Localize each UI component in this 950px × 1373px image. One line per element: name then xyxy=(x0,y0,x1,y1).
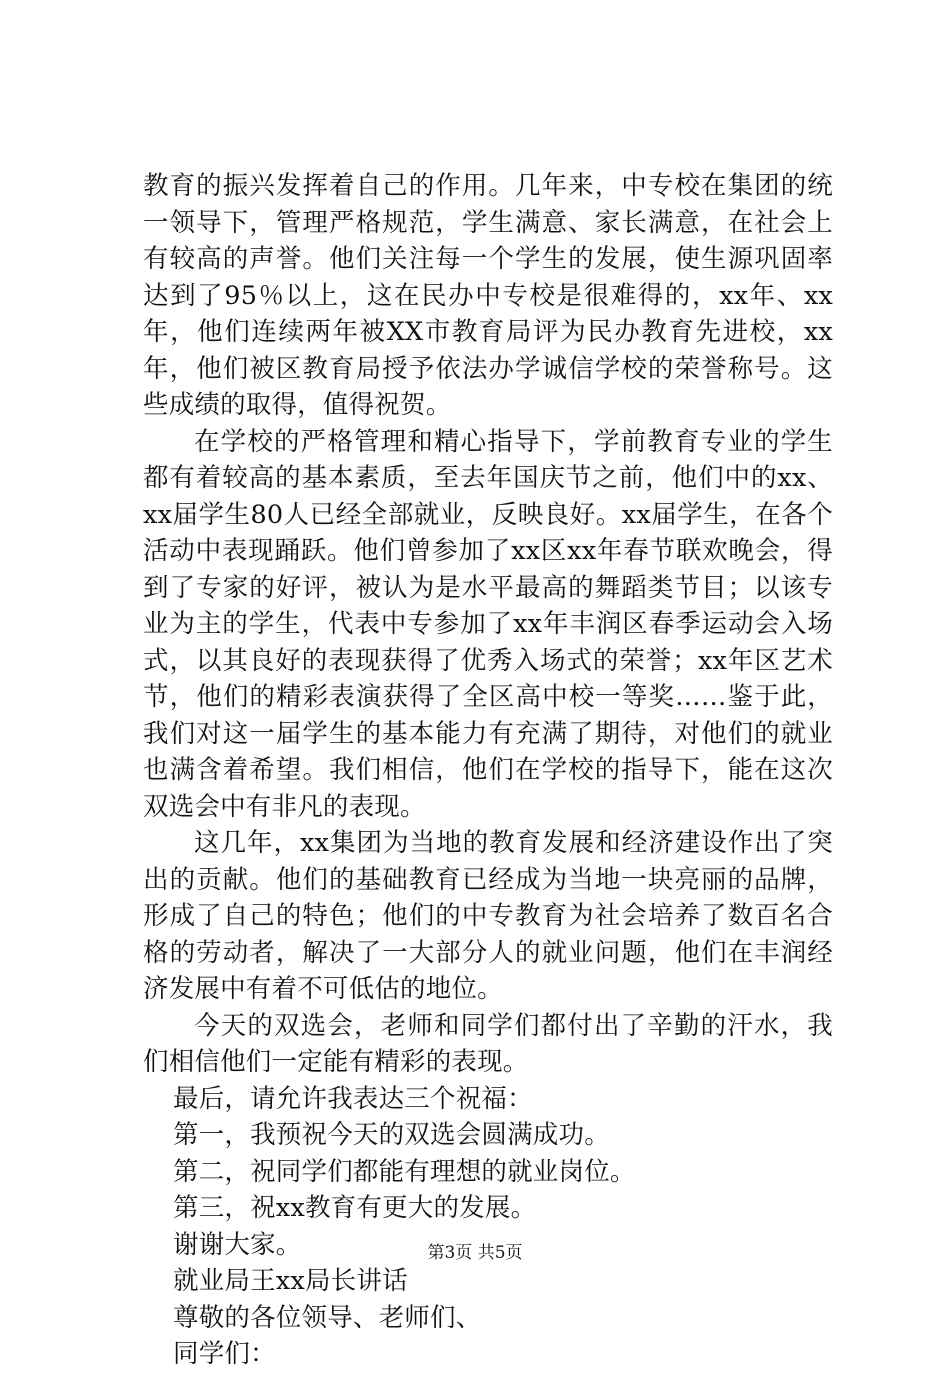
speech-title: 就业局王xx局长讲话 xyxy=(173,1266,408,1296)
closing-line-2: 第一，我预祝今天的双选会圆满成功。 xyxy=(173,1120,610,1150)
closing-line-1: 最后，请允许我表达三个祝福： xyxy=(173,1083,533,1114)
paragraph-1: 教育的振兴发挥着自己的作用。几年来，中专校在集团的统一领导下，管理严格规范，学生满意、家长满意，在社会上有较高的声誉。他们关注每一个学生的发展，使生源巩固率达到了95％以上，这在民办中专校是很难得的，xx年、xx年，他们连续两年被XX市教育局评为民办教育先进校，xx年，他们被区教育局授予依法办学诚信学校的荣誉称号。这些成绩的取得，值得祝贺。 xyxy=(143,171,833,420)
paragraph-2: 在学校的严格管理和精心指导下，学前教育专业的学生都有着较高的基本素质，至去年国庆节之前，他们中的xx、xx届学生80人已经全部就业，反映良好。xx届学生，在各个活动中表现踊跃。他们曾参加了xx区xx年春节联欢晚会，得到了专家的好评，被认为是水平最高的舞蹈类节目；以该专业为主的学生，代表中专参加了xx年丰润区春季运动会入场式，以其良好的表现获得了优秀入场式的荣誉；xx年区艺术节，他们的精彩表演获得了全区高中校一等奖……鉴于此，我们对这一届学生的基本能力有充满了期待，对他们的就业也满含着希望。我们相信，他们在学校的指导下，能在这次双选会中有非凡的表现。 xyxy=(143,426,833,822)
salutation-line-1: 尊敬的各位领导、老师们、 xyxy=(173,1302,482,1333)
closing-line-3: 第二，祝同学们都能有理想的就业岗位。 xyxy=(173,1156,636,1187)
closing-line-4: 第三，祝xx教育有更大的发展。 xyxy=(173,1193,537,1223)
paragraph-4: 今天的双选会，老师和同学们都付出了辛勤的汗水，我们相信他们一定能有精彩的表现。 xyxy=(143,1010,833,1077)
paragraph-3: 这几年，xx集团为当地的教育发展和经济建设作出了突出的贡献。他们的基础教育已经成为当地一块亮丽的品牌，形成了自己的特色；他们的中专教育为社会培养了数百名合格的劳动者，解决了一大部分人的就业问题，他们在丰润经济发展中有着不可低估的地位。 xyxy=(143,828,833,1004)
page-number: 第3页 共5页 xyxy=(427,1243,523,1263)
document-body xyxy=(143,168,833,1373)
closing-line-5: 谢谢大家。 xyxy=(173,1229,302,1260)
salutation-line-2: 同学们： xyxy=(173,1339,276,1369)
